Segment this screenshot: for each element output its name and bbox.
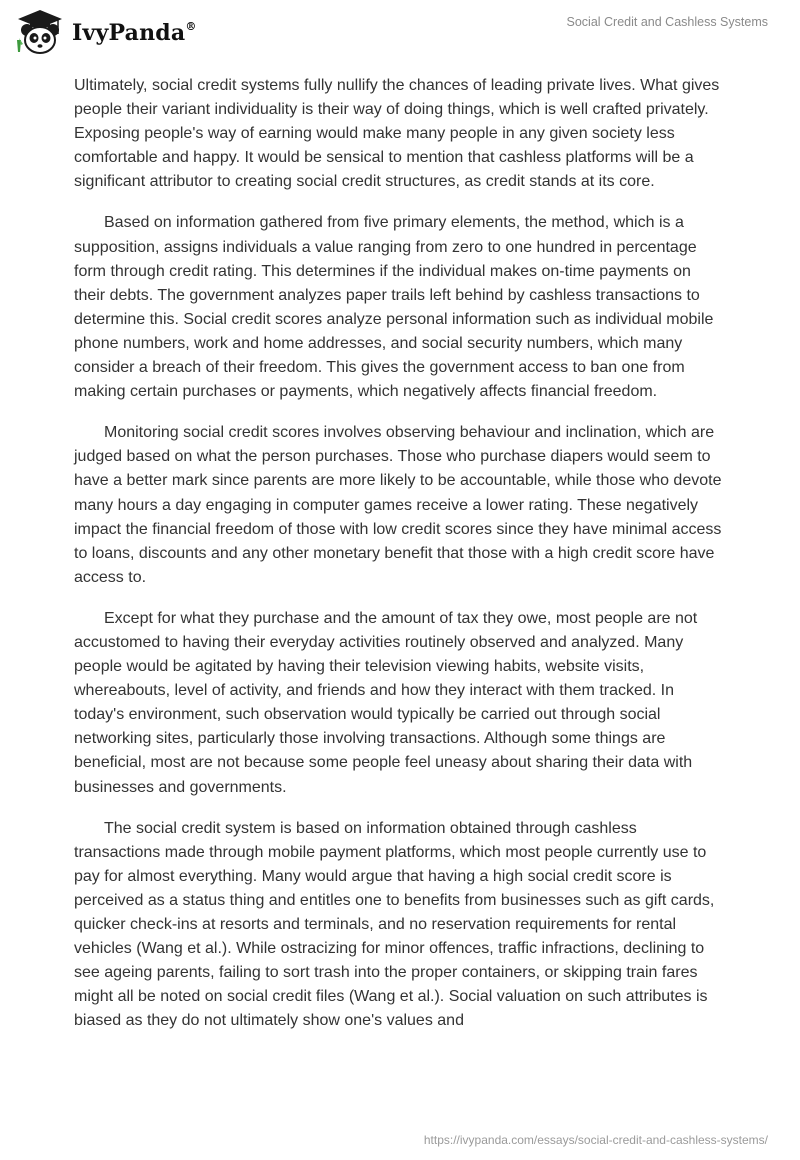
brand-logo[interactable] bbox=[14, 8, 197, 58]
panda-graduate-icon bbox=[14, 8, 66, 58]
page-header bbox=[0, 0, 800, 70]
paragraph-5: The social credit system is based on information obtained through cashless transactions made through mobile payment platforms, which most people currently use to pay for almost everything. Many would argue that having a high social credit score is perceived as a status thing and entitles one to benefits from businesses such as gift cards, quicker check-ins at resorts and terminals, and no reservation requirements for rental vehicles (Wang et al.). While ostracizing for minor offences, traffic infractions, declining to see ageing parents, failing to sort trash into the proper containers, or skipping train fares might all be noted on social credit files (Wang et al.). Social valuation on such attributes is biased as they do not ultimately show one's values and bbox=[74, 819, 715, 1030]
document-title: Social Credit and Cashless Systems bbox=[566, 15, 768, 29]
paragraph-2: Based on information gathered from five primary elements, the method, which is a supposition, assigns individuals a value ranging from zero to one hundred in percentage form through credit rating. This determines if the individual makes on-time payments on their debts. The government analyzes paper trails left behind by cashless transactions to determine this. Social credit scores analyze personal information such as individual mobile phone numbers, work and home addresses, and social security numbers, which many consider a breach of their freedom. This gives the government access to ban one from making certain purchases or payments, which negatively affects financial freedom. bbox=[74, 214, 714, 401]
essay-body bbox=[74, 74, 724, 1050]
paragraph-3: Monitoring social credit scores involves observing behaviour and inclination, which are judged based on what the person purchases. Those who purchase diapers would seem to have a better mark since parents are more likely to be accountable, while those who devote many hours a day engaging in computer games receive a lower rating. These negatively impact the financial freedom of those with low credit scores since they have minimal access to loans, discounts and any other monetary benefit that those with a high credit score have access to. bbox=[74, 424, 722, 586]
brand-name: IvyPanda® bbox=[72, 19, 197, 46]
source-url[interactable]: https://ivypanda.com/essays/social-credit-and-cashless-systems/ bbox=[423, 1133, 768, 1147]
paragraph-1: Ultimately, social credit systems fully nullify the chances of leading private lives. What gives people their variant individuality is their way of doing things, which is well crafted privately. Exposing people's way of earning would make many people in any given society less comfortable and happy. It would be sensical to mention that cashless platforms will be a significant attributor to creating social credit structures, as credit stands at its core. bbox=[74, 77, 720, 191]
paragraph-4: Except for what they purchase and the amount of tax they owe, most people are not accustomed to having their everyday activities routinely observed and analyzed. Many people would be agitated by having their television viewing habits, website visits, whereabouts, level of activity, and friends and how they interact with them tracked. In today's environment, such observation would typically be carried out through social networking sites, particularly those involving transactions. Although some things are beneficial, most are not because some people feel uneasy about sharing their data with businesses and governments. bbox=[74, 609, 698, 796]
